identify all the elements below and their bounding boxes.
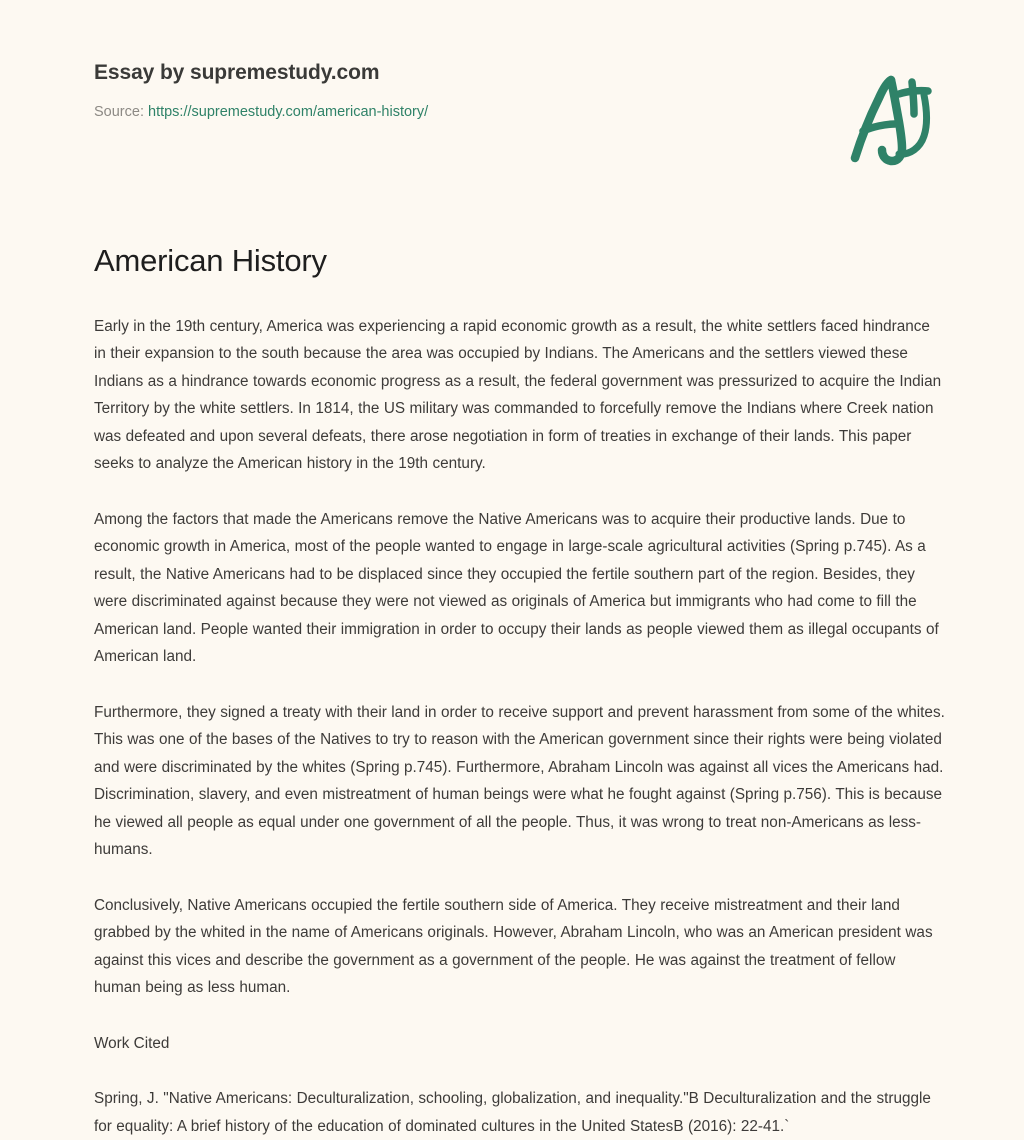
- source-url-link[interactable]: https://supremestudy.com/american-history/: [148, 104, 429, 121]
- page-title: American History: [94, 243, 327, 278]
- a-plus-logo: [836, 62, 946, 172]
- paragraph-1: Early in the 19th century, America was experiencing a rapid economic growth as a result, the white settlers faced hindrance in their expansion to the south because the area was occupied by Indians. The Americans and the settlers viewed these Indians as a hindrance towards economic progress as a result, the federal government was pressurized to acquire the Indian Territory by the white settlers. In 1814, the US military was commanded to forcefully remove the Indians where Creek nation was defeated and upon several defeats, there arose negotiation in form of treaties in exchange of their lands. This paper seeks to analyze the American history in the 19th century.: [94, 317, 942, 473]
- source-line: [94, 103, 428, 122]
- essay-byline: Essay by supremestudy.com: [94, 61, 380, 84]
- paragraph-2: Among the factors that made the Americans remove the Native Americans was to acquire their productive lands. Due to economic growth in America, most of the people wanted to engage in large-scale agricultural activities (Spring p.745). As a result, the Native Americans had to be displaced since they occupied the fertile southern part of the region. Besides, they were discriminated against because they were not viewed as originals of America but immigrants who had come to fill the American land. People wanted their immigration in order to occupy their lands as people viewed them as illegal occupants of American land.: [94, 510, 939, 666]
- works-cited-entry-1: Spring, J. "Native Americans: Deculturalization, schooling, globalization, and inequality."B Deculturalization and the struggle for equality: A brief history of the education of dominated cultures in the United StatesB (2016): 22-41.`: [94, 1090, 931, 1135]
- works-cited-heading: Work Cited: [94, 1034, 170, 1052]
- a-plus-logo-icon: [836, 62, 946, 172]
- paragraph-4: Conclusively, Native Americans occupied the fertile southern side of America. They receive mistreatment and their land grabbed by the whited in the name of Americans originals. However, Abraham Lincoln, who was an American president was against this vices and describe the government as a government of the people. He was against the treatment of fellow human being as less human.: [94, 896, 933, 997]
- header-text-block: [94, 60, 428, 122]
- source-label: Source:: [94, 104, 148, 121]
- paragraph-3: Furthermore, they signed a treaty with their land in order to receive support and prevent harassment from some of the whites. This was one of the bases of the Natives to try to reason with the American government since their rights were being violated and were discriminated by the whites (Spring p.745). Furthermore, Abraham Lincoln was against all vices the Americans had. Discrimination, slavery, and even mistreatment of human beings were what he fought against (Spring p.756). This is because he viewed all people as equal under one government of all the people. Thus, it was wrong to treat non-Americans as less-humans.: [94, 703, 945, 859]
- essay-content: [94, 243, 946, 1140]
